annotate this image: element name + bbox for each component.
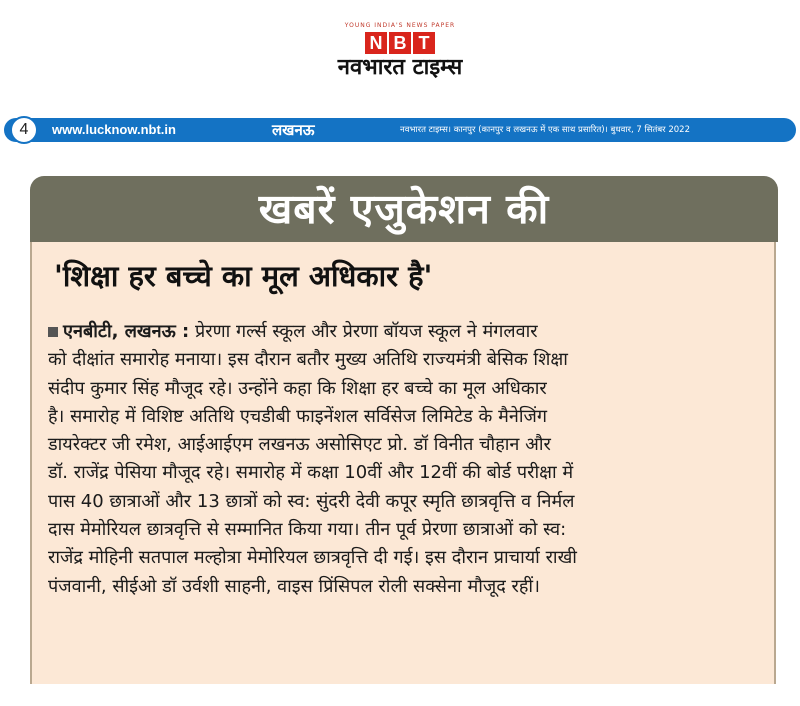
text-line: को दीक्षांत समारोह मनाया। इस दौरान बतौर मुख्य अतिथि राज्यमंत्री बेसिक शिक्षा xyxy=(48,349,568,371)
edition-dateline: नवभारत टाइम्स। कानपुर (कानपुर व लखनऊ में एक साथ प्रसारित)। बुधवार, 7 सितंबर 2022 xyxy=(400,125,690,135)
text-line: दास मेमोरियल छात्रवृत्ति से सम्मानित किया गया। तीन पूर्व प्रेरणा छात्राओं को स्व: xyxy=(48,519,567,541)
logo-letter-n: N xyxy=(365,32,387,54)
text-line: पास 40 छात्राओं और 13 छात्रों को स्व: सुंदरी देवी कपूर स्मृति छात्रवृत्ति व निर्मल xyxy=(48,490,575,512)
section-header-bar xyxy=(30,176,778,242)
text-line: राजेंद्र मोहिनी सतपाल मल्होत्रा मेमोरियल छात्रवृत्ति दी गई। इस दौरान प्राचार्या राखी xyxy=(48,547,577,569)
page-info-strip xyxy=(4,118,796,142)
dateline-lead: एनबीटी, लखनऊ : xyxy=(63,321,190,342)
article-body xyxy=(30,242,776,684)
paper-name: नवभारत टाइम्स xyxy=(337,55,463,80)
masthead xyxy=(0,22,800,80)
text-line xyxy=(48,318,770,346)
text-line: डॉ. राजेंद्र पेसिया मौजूद रहे। समारोह में कक्षा 10वीं और 12वीं की बोर्ड परीक्षा में xyxy=(48,462,574,484)
logo-letter-t: T xyxy=(413,32,435,54)
text-line: डायरेक्टर जी रमेश, आईआईएम लखनऊ असोसिएट प्रो. डॉ विनीत चौहान और xyxy=(48,434,551,456)
section-title: खबरें एजुकेशन की xyxy=(258,185,550,233)
article-text xyxy=(48,318,770,601)
page-number-badge: 4 xyxy=(10,116,38,144)
article-box xyxy=(30,176,778,684)
text-line: पंजवानी, सीईओ डॉ उर्वशी साहनी, वाइस प्रिंसिपल रोली सक्सेना मौजूद रहीं। xyxy=(48,575,540,597)
article-headline: 'शिक्षा हर बच्चे का मूल अधिकार है' xyxy=(54,259,433,293)
bullet-square-icon xyxy=(48,327,58,337)
text-line: है। समारोह में विशिष्ट अतिथि एचडीबी फाइनेंशल सर्विसेज लिमिटेड के मैनेजिंग xyxy=(48,405,547,427)
logo-letter-b: B xyxy=(389,32,411,54)
text-line-content: प्रेरणा गर्ल्स स्कूल और प्रेरणा बॉयज स्कूल ने मंगलवार xyxy=(189,321,538,342)
text-line: संदीप कुमार सिंह मौजूद रहे। उन्होंने कहा कि शिक्षा हर बच्चे का मूल अधिकार xyxy=(48,377,547,399)
city-name: लखनऊ xyxy=(272,121,315,139)
nbt-logo xyxy=(364,32,436,54)
tagline: YOUNG INDIA'S NEWS PAPER xyxy=(344,22,456,29)
site-url[interactable]: www.lucknow.nbt.in xyxy=(52,122,176,137)
